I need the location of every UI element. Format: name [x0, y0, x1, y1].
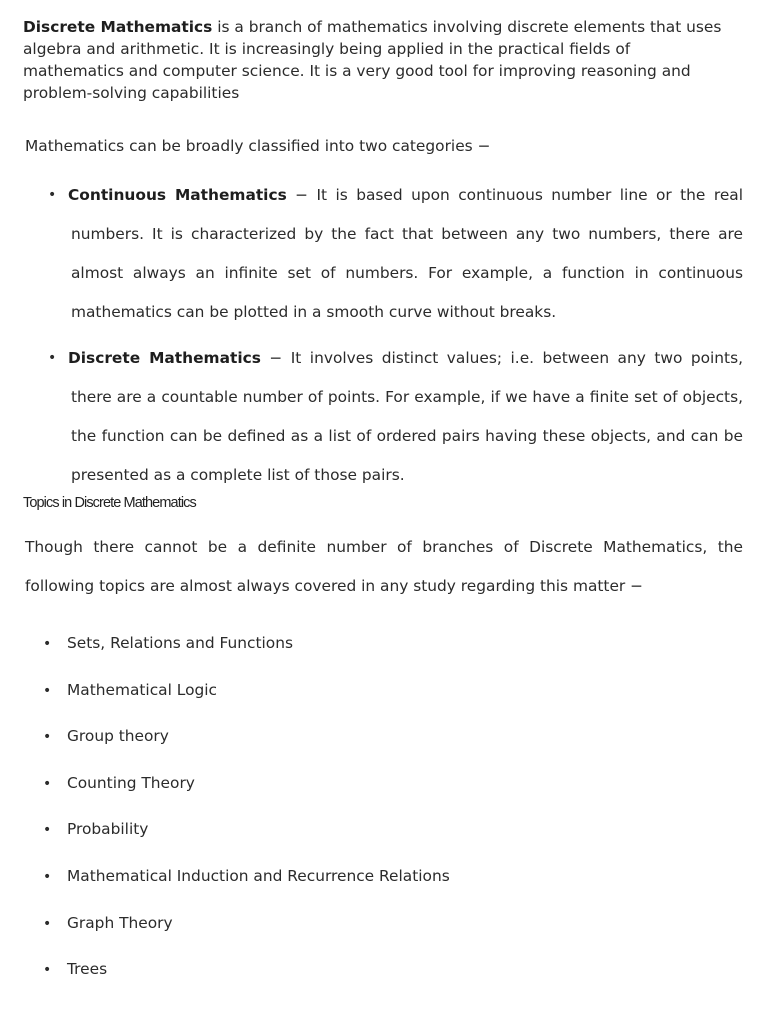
list-item — [43, 950, 743, 997]
topics-heading: Topics in Discrete Mathematics — [23, 495, 196, 511]
list-item — [43, 717, 743, 764]
topic-label: Sets, Relations and Functions — [67, 634, 293, 652]
bullet-icon: • — [43, 729, 52, 746]
bullet-icon: • — [43, 868, 52, 885]
category-term: Continuous Mathematics — [68, 186, 287, 204]
bullet-icon: • — [43, 636, 52, 652]
category-text: − It is based upon continuous number line or the real numbers. It is characterized by the fact that between any two numbers, there are almost always an infinite set of numbers. For example, a function in continuous mathematics can be plotted in a smooth curve without breaks. — [71, 186, 743, 321]
topic-label: Mathematical Logic — [67, 680, 217, 699]
list-item — [43, 624, 743, 671]
bullet-icon: • — [48, 350, 57, 366]
list-item — [43, 671, 743, 718]
bullet-icon: • — [43, 915, 52, 932]
bullet-icon: • — [43, 682, 52, 699]
category-body — [68, 176, 743, 332]
topic-label: Counting Theory — [67, 773, 195, 792]
list-item — [43, 810, 743, 857]
list-item — [43, 857, 743, 904]
topic-label: Graph Theory — [67, 913, 173, 932]
list-item — [43, 764, 743, 811]
topic-label: Group theory — [67, 727, 169, 746]
topic-label: Mathematical Induction and Recurrence Relations — [67, 866, 450, 885]
list-item — [43, 904, 743, 951]
category-item-continuous — [48, 175, 743, 332]
category-term: Discrete Mathematics — [68, 349, 261, 367]
bullet-icon: • — [43, 775, 52, 792]
intro-term: Discrete Mathematics — [23, 18, 213, 36]
topic-label: Probability — [67, 820, 149, 839]
intro-text: is a branch of mathematics involving discrete elements that uses algebra and arithmetic. It is increasingly being applied in the practical fields of mathematics and computer science. It is a very good tool for improving reasoning and problem-solving capabilities — [23, 18, 722, 102]
bullet-icon: • — [48, 187, 57, 203]
topics-list — [43, 624, 743, 997]
category-body — [68, 339, 744, 495]
intro-paragraph — [23, 16, 735, 104]
category-item-discrete — [48, 338, 743, 495]
topic-label: Trees — [67, 960, 108, 979]
category-text: − It involves distinct values; i.e. between any two points, there are a countable number of points. For example, if we have a finite set of objects, the function can be defined as a list of ordered pairs having these objects, and can be presented as a complete list of those pairs. — [71, 349, 744, 484]
topics-intro-paragraph: Though there cannot be a definite number of branches of Discrete Mathematics, the following topics are almost always covered in any study regarding this matter − — [25, 538, 743, 595]
bullet-icon: • — [43, 822, 52, 839]
bullet-icon: • — [43, 962, 52, 979]
classification-paragraph: Mathematics can be broadly classified into two categories − — [25, 137, 491, 155]
